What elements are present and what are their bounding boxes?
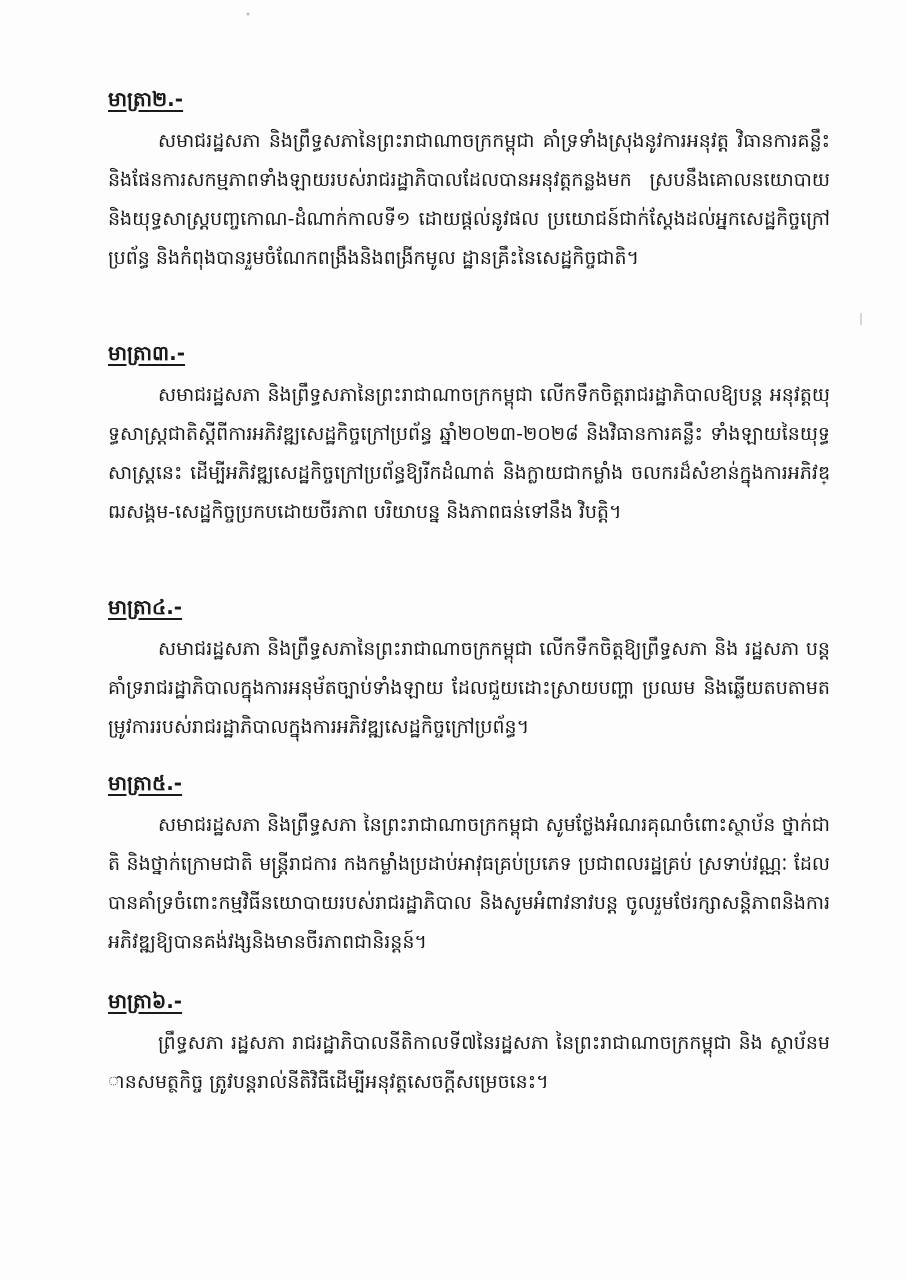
article-3-text: សមាជរដ្ឋសភា និងព្រឹទ្ធសភានៃព្រះរាជាណាចក្រកម្ពុជា លើកទឹកចិត្តរាជរដ្ឋាភិបាលឱ្យបន្ត អនុវត្តយុទ្ធសាស្ត្រជាតិស្តីពីការអភិវឌ្ឍសេដ្ឋកិច្ចក្រៅប្រព័ន្ធ ឆ្នាំ២០២៣-២០២៨ និងវិធានការគន្លឹះ ទាំងឡាយនៃយុទ្ធសាស្ត្រនេះ ដើម្បីអភិវឌ្ឍសេដ្ឋកិច្ចក្រៅប្រព័ន្ធឱ្យរីកដំណាត់ និងក្លាយជាកម្លាំង ចលករដ៏សំខាន់ក្នុងការអភិវឌ្ឍសង្គម-សេដ្ឋកិច្ចប្រកបដោយចីរភាព បរិយាបន្ន និងភាពធន់ទៅនឹង វិបត្តិ។ bbox=[108, 384, 830, 523]
article-6-text: ព្រឹទ្ធសភា រដ្ឋសភា រាជរដ្ឋាភិបាលនីតិកាលទី៧នៃរដ្ឋសភា នៃព្រះរាជាណាចក្រកម្ពុជា និង ស្ថាប័នមានសមត្ថកិច្ច ត្រូវបន្តរាល់នីតិវិធីដើម្បីអនុវត្តសេចក្តីសម្រេចនេះ។ bbox=[108, 1032, 830, 1093]
scan-dot-mark bbox=[244, 10, 252, 18]
article-5-heading: មាត្រា៥.- bbox=[108, 771, 183, 795]
article-2-heading: មាត្រា២.- bbox=[108, 87, 184, 111]
article-5-text: សមាជរដ្ឋសភា និងព្រឹទ្ធសភា នៃព្រះរាជាណាចក្រកម្ពុជា សូមថ្លែងអំណរគុណចំពោះស្ថាប័ន ថ្នាក់ជាតិ និងថ្នាក់ក្រោមជាតិ មន្ត្រីរាជការ កងកម្លាំងប្រដាប់អាវុធគ្រប់ប្រភេទ ប្រជាពលរដ្ឋគ្រប់ ស្រទាប់វណ្ណៈ ដែលបានគាំទ្រចំពោះកម្មវិធីនយោបាយរបស់រាជរដ្ឋាភិបាល និងសូមអំពាវនាវបន្ត ចូលរួមថែរក្សាសន្តិភាពនិងការអភិវឌ្ឍឱ្យបានគង់វង្សនិងមានចីរភាពជានិរន្តន៍។ bbox=[108, 814, 830, 953]
article-3 bbox=[108, 338, 830, 532]
article-5 bbox=[108, 768, 830, 962]
scan-speck-mark bbox=[858, 312, 864, 326]
article-6 bbox=[108, 986, 830, 1102]
article-4-text: សមាជរដ្ឋសភា និងព្រឹទ្ធសភានៃព្រះរាជាណាចក្រកម្ពុជា លើកទឹកចិត្តឱ្យព្រឹទ្ធសភា និង រដ្ឋសភា បន្តគាំទ្ររាជរដ្ឋាភិបាលក្នុងការអនុម័តច្បាប់ទាំងឡាយ ដែលជួយដោះស្រាយបញ្ហា ប្រឈម និងឆ្លើយតបតាមតម្រូវការរបស់រាជរដ្ឋាភិបាលក្នុងការអភិវឌ្ឍសេដ្ឋកិច្ចក្រៅប្រព័ន្ធ។ bbox=[108, 638, 830, 738]
article-6-heading: មាត្រា៦.- bbox=[108, 989, 183, 1013]
article-4 bbox=[108, 592, 830, 747]
article-3-heading: មាត្រា៣.- bbox=[108, 341, 186, 365]
article-2 bbox=[108, 84, 830, 278]
article-4-heading: មាត្រា៤.- bbox=[108, 595, 183, 619]
article-2-text: សមាជរដ្ឋសភា និងព្រឹទ្ធសភានៃព្រះរាជាណាចក្រកម្ពុជា គាំទ្រទាំងស្រុងនូវការអនុវត្ត វិធានការគន្លឹះនិងផែនការសកម្មភាពទាំងឡាយរបស់រាជរដ្ឋាភិបាលដែលបានអនុវត្តកន្លងមក ស្របនឹងគោលនយោបាយ និងយុទ្ធសាស្ត្របញ្ចកោណ-ដំណាក់កាលទី១ ដោយផ្តល់នូវផល ប្រយោជន៍ជាក់ស្តែងដល់អ្នកសេដ្ឋកិច្ចក្រៅប្រព័ន្ធ និងកំពុងបានរួមចំណែកពង្រឹងនិងពង្រីកមូល ដ្ឋានគ្រឹះនៃសេដ្ឋកិច្ចជាតិ។ bbox=[108, 130, 830, 269]
